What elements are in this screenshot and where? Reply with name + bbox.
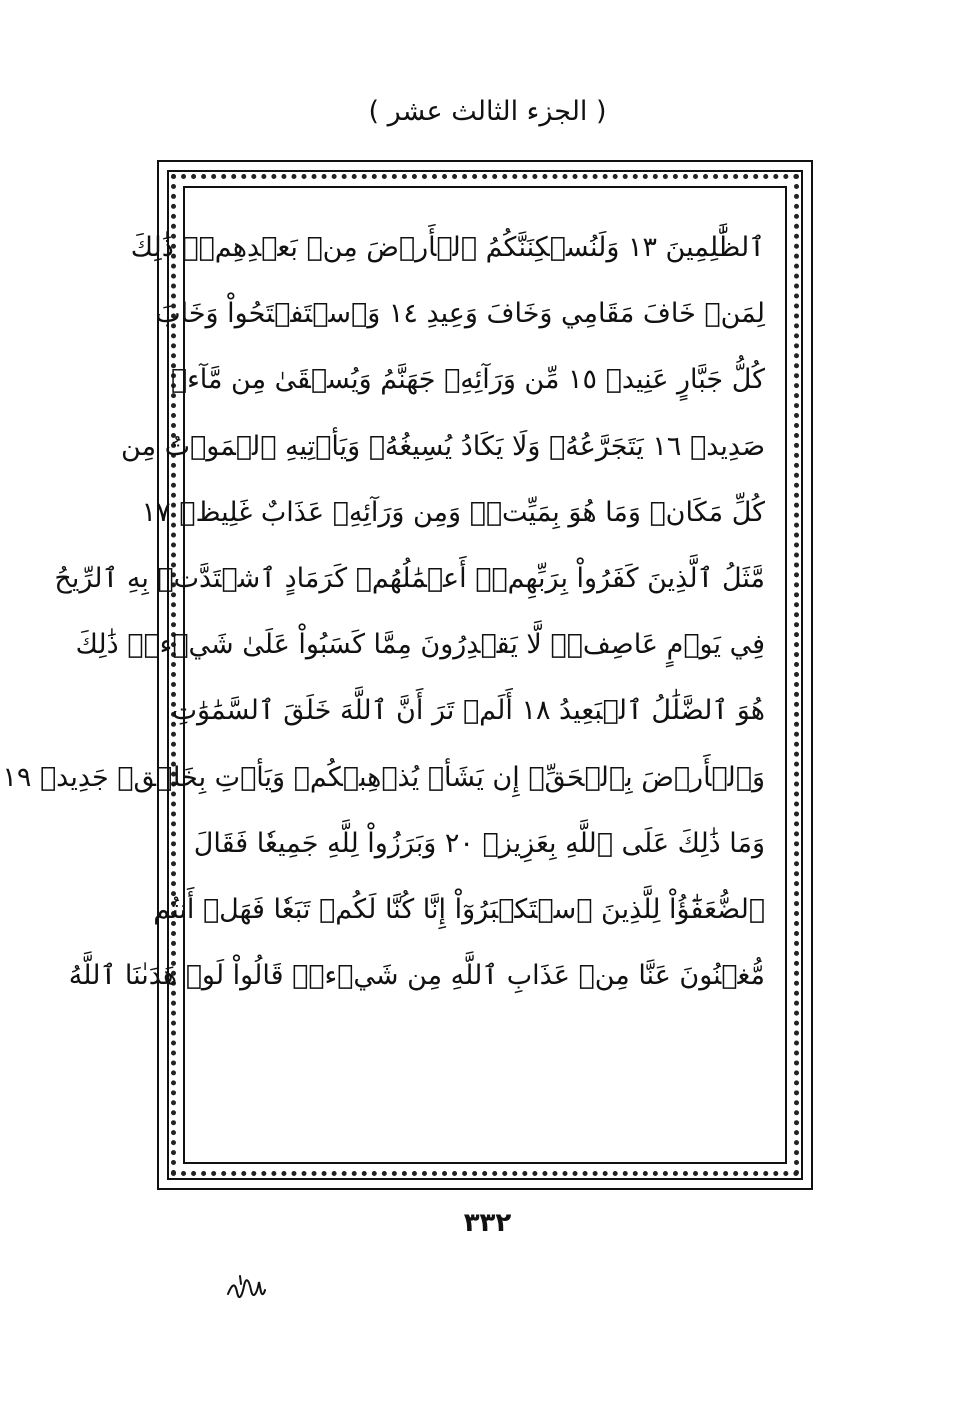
verse-line-7: فِي يَوۡمٍ عَاصِفٖۖ لَّا يَقۡدِرُونَ مِمَّا كَسَبُواْ عَلَىٰ شَيۡءٖۚ ذَٰلِكَ bbox=[75, 629, 765, 661]
verse-line-12: مُّغۡنُونَ عَنَّا مِنۡ عَذَابِ ٱللَّهِ مِن شَيۡءٖۚ قَالُواْ لَوۡ هَدَىٰنَا ٱللَّهُ bbox=[68, 960, 765, 992]
page-number: ٣٣٢ bbox=[463, 1208, 512, 1238]
verse-line-11: ٱلضُّعَفَٰٓؤُاْ لِلَّذِينَ ٱسۡتَكۡبَرُوٓاْ إِنَّا كُنَّا لَكُمۡ تَبَعٗا فَهَلۡ أَنتُم bbox=[153, 893, 765, 925]
verse-line-1: ٱلظَّٰلِمِينَ ١٣ وَلَنُسۡكِنَنَّكُمُ ٱلۡأَرۡضَ مِنۢ بَعۡدِهِمۡۚ ذَٰلِكَ bbox=[130, 232, 765, 263]
verse-line-8: هُوَ ٱلضَّلَٰلُ ٱلۡبَعِيدُ ١٨ أَلَمۡ تَرَ أَنَّ ٱللَّهَ خَلَقَ ٱلسَّمَٰوَٰتِ bbox=[171, 695, 765, 727]
verse-line-10: وَمَا ذَٰلِكَ عَلَى ٱللَّهِ بِعَزِيزٖ ٢٠ وَبَرَزُواْ لِلَّهِ جَمِيعٗا فَقَالَ bbox=[193, 827, 765, 859]
quran-text-block bbox=[2, 215, 765, 1009]
verse-line-3: كُلُّ جَبَّارٍ عَنِيدٖ ١٥ مِّن وَرَآئِهِۦ جَهَنَّمُ وَيُسۡقَىٰ مِن مَّآءٖ bbox=[170, 364, 765, 396]
verse-line-9: وَٱلۡأَرۡضَ بِٱلۡحَقِّۚ إِن يَشَأۡ يُذۡهِبۡكُمۡ وَيَأۡتِ بِخَلۡقٖ جَدِيدٖ ١٩ bbox=[2, 761, 765, 793]
page-header: ( الجزء الثالث عشر ) bbox=[368, 96, 607, 127]
handwritten-signature bbox=[226, 1272, 266, 1300]
verse-line-2: لِمَنۡ خَافَ مَقَامِي وَخَافَ وَعِيدِ ١٤ وَٱسۡتَفۡتَحُواْ وَخَابَ bbox=[155, 298, 765, 330]
verse-line-5: كُلِّ مَكَانٖ وَمَا هُوَ بِمَيِّتٖۖ وَمِن وَرَآئِهِۦ عَذَابٌ غَلِيظٞ ١٧ bbox=[141, 496, 765, 528]
verse-line-6: مَّثَلُ ٱلَّذِينَ كَفَرُواْ بِرَبِّهِمۡۖ أَعۡمَٰلُهُمۡ كَرَمَادٍ ٱشۡتَدَّتۡ بِهِ ٱلرِّيحُ bbox=[54, 562, 765, 594]
verse-line-4: صَدِيدٖ ١٦ يَتَجَرَّعُهُۥ وَلَا يَكَادُ يُسِيغُهُۥ وَيَأۡتِيهِ ٱلۡمَوۡتُ مِن bbox=[121, 430, 765, 462]
